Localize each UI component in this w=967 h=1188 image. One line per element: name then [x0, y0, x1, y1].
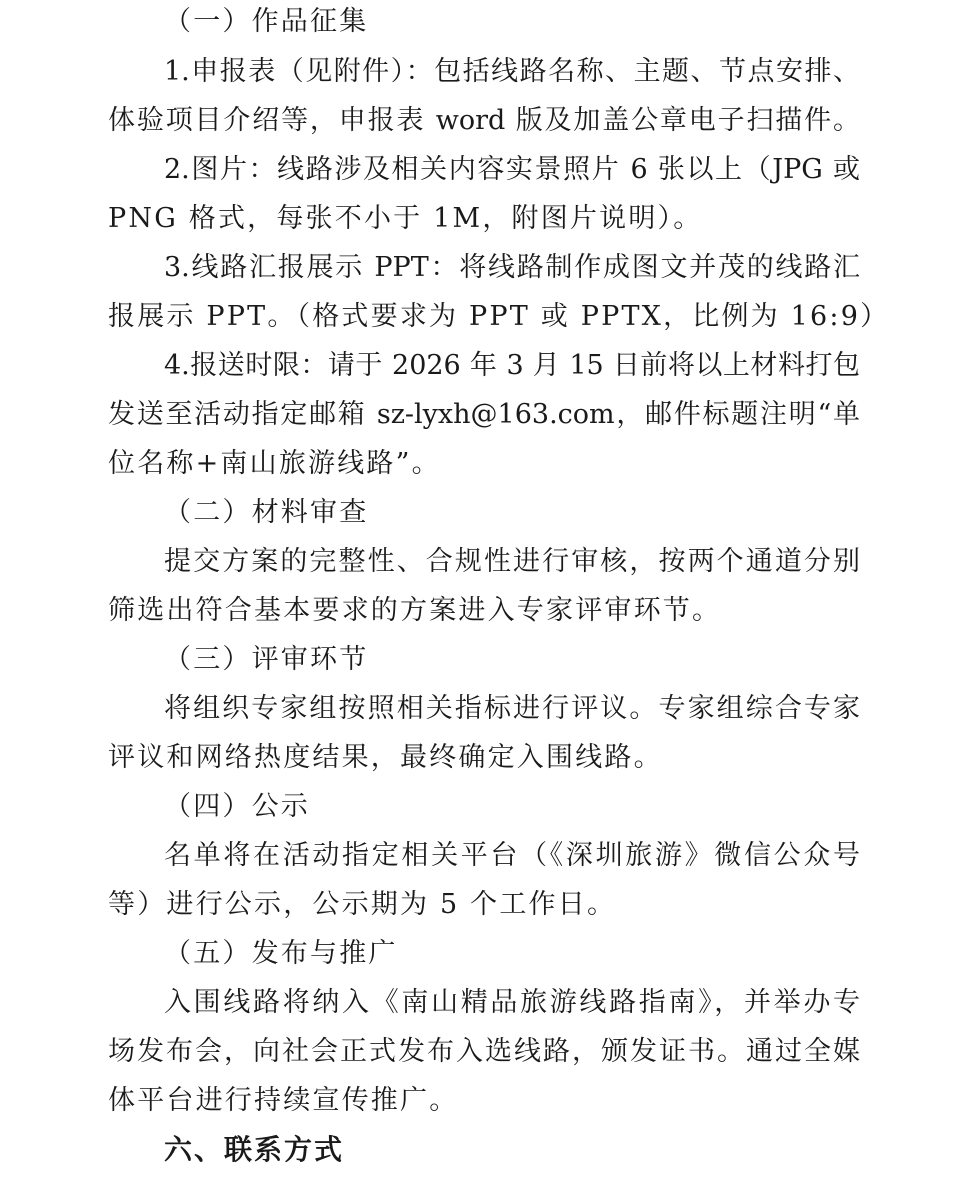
paragraph-line: 体验项目介绍等，申报表 word 版及加盖公章电子扫描件。: [108, 105, 860, 136]
paragraph-line: 场发布会，向社会正式发布入选线路，颁发证书。通过全媒: [108, 1036, 860, 1067]
paragraph-line: PNG 格式，每张不小于 1M，附图片说明）。: [108, 203, 703, 234]
paragraph-line: 名单将在活动指定相关平台（《深圳旅游》微信公众号: [164, 840, 860, 871]
section-heading-publicity: （四）公示: [164, 791, 310, 822]
paragraph-line: 入围线路将纳入《南山精品旅游线路指南》，并举办专: [164, 987, 860, 1018]
paragraph-line: 位名称+南山旅游线路”。: [108, 448, 441, 479]
paragraph-line: 等）进行公示，公示期为 5 个工作日。: [108, 889, 617, 920]
paragraph-line: 体平台进行持续宣传推广。: [108, 1085, 459, 1116]
section-heading-contact: 六、联系方式: [164, 1133, 345, 1166]
section-heading-evaluation: （三）评审环节: [164, 644, 369, 675]
paragraph-line: 1.申报表（见附件）：包括线路名称、主题、节点安排、: [164, 56, 860, 87]
paragraph-line: 将组织专家组按照相关指标进行评议。专家组综合专家: [164, 693, 860, 724]
section-heading-release: （五）发布与推广: [164, 938, 398, 969]
paragraph-line: 报展示 PPT。（格式要求为 PPT 或 PPTX，比例为 16:9）: [108, 301, 890, 332]
paragraph-line: 筛选出符合基本要求的方案进入专家评审环节。: [108, 595, 722, 626]
section-heading-collection: （一）作品征集: [164, 6, 369, 37]
section-heading-review: （二）材料审查: [164, 497, 369, 528]
paragraph-line: 提交方案的完整性、合规性进行审核，按两个通道分别: [164, 546, 860, 577]
paragraph-line: 3.线路汇报展示 PPT：将线路制作成图文并茂的线路汇: [164, 252, 860, 283]
paragraph-line: 2.图片：线路涉及相关内容实景照片 6 张以上（JPG 或: [164, 154, 860, 185]
paragraph-line: 4.报送时限：请于 2026 年 3 月 15 日前将以上材料打包: [164, 350, 860, 381]
paragraph-line: 发送至活动指定邮箱 sz-lyxh@163.com，邮件标题注明“单: [108, 399, 860, 430]
paragraph-line: 评议和网络热度结果，最终确定入围线路。: [108, 742, 663, 773]
